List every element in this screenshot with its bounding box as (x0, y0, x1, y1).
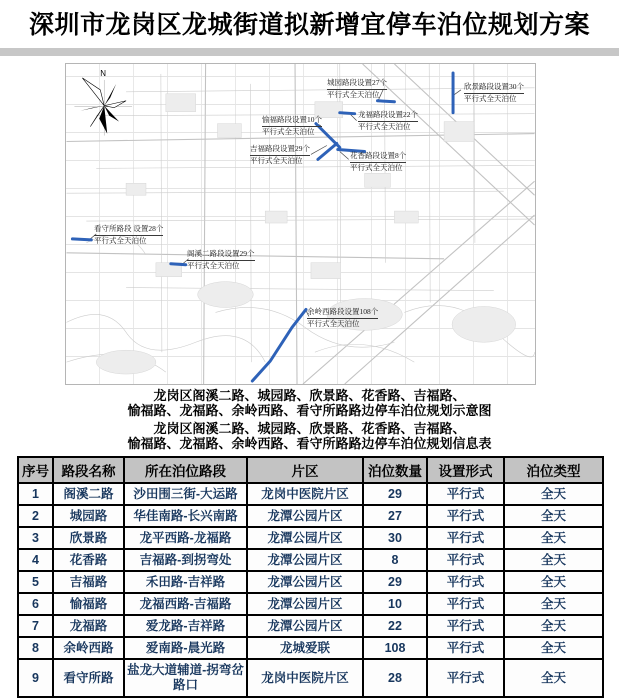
table-cell: 30 (363, 527, 427, 549)
table-cell: 全天 (504, 593, 603, 615)
table-cell: 龙潭公园片区 (247, 527, 363, 549)
table-cell: 城园路 (53, 505, 124, 527)
table-cell: 3 (18, 527, 53, 549)
road-segment-chengyuan (378, 101, 395, 102)
table-cell: 吉福路-到拐弯处 (124, 549, 247, 571)
table-cell: 平行式 (427, 637, 504, 659)
table-cell: 全天 (504, 505, 603, 527)
table-row (18, 593, 603, 615)
table-cell: 8 (18, 637, 53, 659)
annotation-line2: 平行式全天泊位 (262, 127, 315, 136)
table-cell: 平行式 (427, 571, 504, 593)
map-annotation-huaxiang (350, 151, 406, 173)
annotation-line2: 平行式全天泊位 (250, 156, 303, 165)
map-caption-line1: 龙岗区阁溪二路、城园路、欣景路、花香路、吉福路、 (153, 388, 466, 403)
map-annotation-gexi (187, 249, 255, 271)
table-cell: 龙潭公园片区 (247, 571, 363, 593)
table-cell: 全天 (504, 659, 603, 697)
table-cell: 全天 (504, 483, 603, 505)
annotation-line2: 平行式全天泊位 (358, 122, 411, 131)
header-cell-layout: 设置形式 (427, 457, 504, 483)
compass-north-label: N (100, 68, 106, 78)
annotation-line2: 平行式全天泊位 (307, 319, 360, 328)
table-cell: 花香路 (53, 549, 124, 571)
map-annotation-chengyuan (327, 78, 387, 100)
table-cell: 平行式 (427, 505, 504, 527)
table-caption-line1: 龙岗区阁溪二路、城园路、欣景路、花香路、吉福路、 (153, 421, 466, 436)
table-cell: 2 (18, 505, 53, 527)
annotation-line1: 吉福路段设置29个 (250, 144, 310, 156)
table-cell: 8 (363, 549, 427, 571)
annotation-line1: 城园路段设置27个 (327, 78, 387, 90)
table-cell: 沙田围三街-大运路 (124, 483, 247, 505)
table-row (18, 549, 603, 571)
table-cell: 盐龙大道辅道-拐弯岔路口 (124, 659, 247, 697)
header-cell-type: 泊位类型 (504, 457, 603, 483)
map-annotation-longfu (358, 110, 418, 132)
table-cell: 全天 (504, 637, 603, 659)
road-segment-yuling (252, 309, 306, 381)
map-annotation-yufu (262, 115, 322, 137)
header-cell-segment: 所在泊位路段 (124, 457, 247, 483)
table-cell: 5 (18, 571, 53, 593)
road-segment-gexi (171, 264, 186, 265)
annotation-line1: 愉福路段设置10个 (262, 115, 322, 127)
header-cell-district: 片区 (247, 457, 363, 483)
table-cell: 龙平西路-龙福路 (124, 527, 247, 549)
table-cell: 龙福路 (53, 615, 124, 637)
table-cell: 平行式 (427, 549, 504, 571)
table-cell: 7 (18, 615, 53, 637)
annotation-line2: 平行式全天泊位 (464, 94, 517, 103)
table-cell: 看守所路 (53, 659, 124, 697)
table-cell: 22 (363, 615, 427, 637)
map-annotation-yuling (307, 307, 378, 329)
annotation-line1: 龙福路段设置22个 (358, 110, 418, 122)
table-cell: 平行式 (427, 483, 504, 505)
map-annotation-kanshousuo (94, 224, 163, 246)
table-cell: 龙潭公园片区 (247, 549, 363, 571)
annotation-line2: 平行式全天泊位 (327, 90, 380, 99)
planning-map (65, 63, 536, 385)
table-cell: 龙潭公园片区 (247, 615, 363, 637)
table-cell: 阁溪二路 (53, 483, 124, 505)
header-cell-road-name: 路段名称 (53, 457, 124, 483)
table-row (18, 571, 603, 593)
annotation-line1: 余岭西路段设置108个 (307, 307, 378, 319)
table-row (18, 637, 603, 659)
table-cell: 全天 (504, 527, 603, 549)
title-divider-bar (0, 48, 619, 56)
table-cell: 平行式 (427, 659, 504, 697)
table-cell: 龙城爱联 (247, 637, 363, 659)
table-cell: 平行式 (427, 527, 504, 549)
table-cell: 余岭西路 (53, 637, 124, 659)
table-cell: 禾田路-吉祥路 (124, 571, 247, 593)
table-row (18, 483, 603, 505)
road-segment-longfu (340, 113, 355, 114)
table-cell: 27 (363, 505, 427, 527)
table-cell: 全天 (504, 571, 603, 593)
table-cell: 龙岗中医院片区 (247, 659, 363, 697)
header-cell-index: 序号 (18, 457, 53, 483)
annotation-line2: 平行式全天泊位 (187, 261, 240, 270)
table-cell: 108 (363, 637, 427, 659)
page-title: 深圳市龙岗区龙城街道拟新增宜停车泊位规划方案 (28, 11, 590, 39)
table-cell: 9 (18, 659, 53, 697)
annotation-line1: 看守所路段 设置28个 (94, 224, 163, 236)
table-cell: 龙潭公园片区 (247, 505, 363, 527)
annotation-line2: 平行式全天泊位 (94, 236, 147, 245)
table-cell: 龙岗中医院片区 (247, 483, 363, 505)
table-cell: 29 (363, 571, 427, 593)
header-cell-count: 泊位数量 (363, 457, 427, 483)
table-cell: 10 (363, 593, 427, 615)
table-row (18, 527, 603, 549)
table-row (18, 615, 603, 637)
table-cell: 欣景路 (53, 527, 124, 549)
table-cell: 6 (18, 593, 53, 615)
table-row (18, 505, 603, 527)
compass-rose (74, 78, 132, 136)
table-cell: 龙福西路-吉福路 (124, 593, 247, 615)
table-cell: 28 (363, 659, 427, 697)
table-cell: 华佳南路-长兴南路 (124, 505, 247, 527)
annotation-line1: 欣景路段设置30个 (464, 82, 524, 94)
table-caption-line2: 愉福路、龙福路、余岭西路、看守所路路边停车泊位规划信息表 (127, 436, 492, 451)
table-caption (0, 421, 619, 451)
road-segment-jifu (318, 144, 337, 160)
table-cell: 1 (18, 483, 53, 505)
map-caption-line2: 愉福路、龙福路、余岭西路、看守所路路边停车泊位规划示意图 (127, 403, 492, 418)
table-header-row (18, 457, 603, 483)
table-cell: 4 (18, 549, 53, 571)
annotation-line1: 阁溪二路段设置29个 (187, 249, 255, 261)
table-row (18, 659, 603, 697)
map-annotation-xinjing (464, 82, 524, 104)
table-cell: 全天 (504, 549, 603, 571)
table-cell: 爱南路-晨光路 (124, 637, 247, 659)
table-cell: 29 (363, 483, 427, 505)
table-cell: 吉福路 (53, 571, 124, 593)
table-cell: 愉福路 (53, 593, 124, 615)
table-cell: 平行式 (427, 593, 504, 615)
table-cell: 平行式 (427, 615, 504, 637)
map-annotation-jifu (250, 144, 310, 166)
road-segment-kanshousuo (72, 239, 91, 240)
table-cell: 爱龙路-吉祥路 (124, 615, 247, 637)
annotation-line1: 花香路段设置8个 (350, 151, 406, 163)
parking-info-table (17, 456, 604, 698)
annotation-line2: 平行式全天泊位 (350, 163, 403, 172)
map-caption (0, 388, 619, 418)
table-cell: 龙潭公园片区 (247, 593, 363, 615)
table-cell: 全天 (504, 615, 603, 637)
